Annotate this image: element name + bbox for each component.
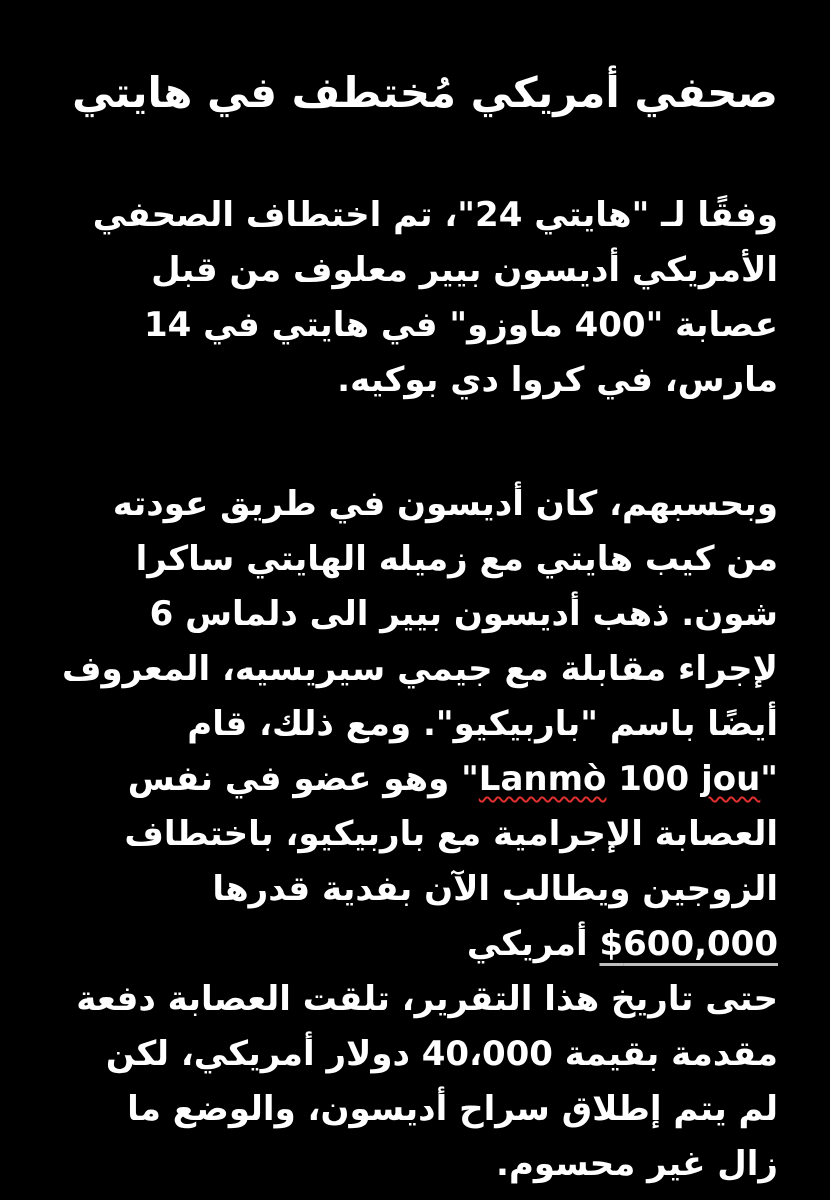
gang-name-word-1: Lanmò (478, 759, 607, 799)
paragraph-3: حتى تاريخ هذا التقرير، تلقت العصابة دفعة مقدمة بقيمة 40،000 دولار أمريكي، لكن لم يتم إطلاق سراح أديسون، والوضع ما زال غير محسوم. (76, 979, 778, 1184)
article-header (58, 62, 778, 124)
paragraph-1: وفقًا لـ "هايتي 24"، تم اختطاف الصحفي الأمريكي أديسون بيير معلوف من قبل عصابة "400 ماوزو" في هايتي في 14 مارس، في كروا دي بوكيه. (92, 195, 778, 400)
gang-name-word-2: jou (701, 759, 761, 799)
gang-name-number: 100 (606, 759, 702, 799)
article-title: صحفي أمريكي مُختطف في هايتي (72, 68, 778, 117)
paragraph-2-intro: وبحسبهم، كان أديسون في طريق عودته من كيب هايتي مع زميله الهايتي ساكرا شون. ذهب أديسون بيير الى دلماس 6 لإجراء مقابلة مع جيمي سيريسيه، المعروف أيضًا باسم "باربيكيو". ومع ذلك، قام " (61, 484, 778, 799)
gang-name (479, 759, 760, 799)
ransom-amount: 600,000$ (599, 924, 778, 964)
paragraph-2 (58, 477, 778, 972)
paragraph-2-end: أمريكي (466, 924, 600, 964)
paragraph-2-middle: " وهو عضو في نفس العصابة الإجرامية مع باربيكيو، باختطاف الزوجين ويطالب الآن بفدية قدرها (124, 759, 778, 909)
